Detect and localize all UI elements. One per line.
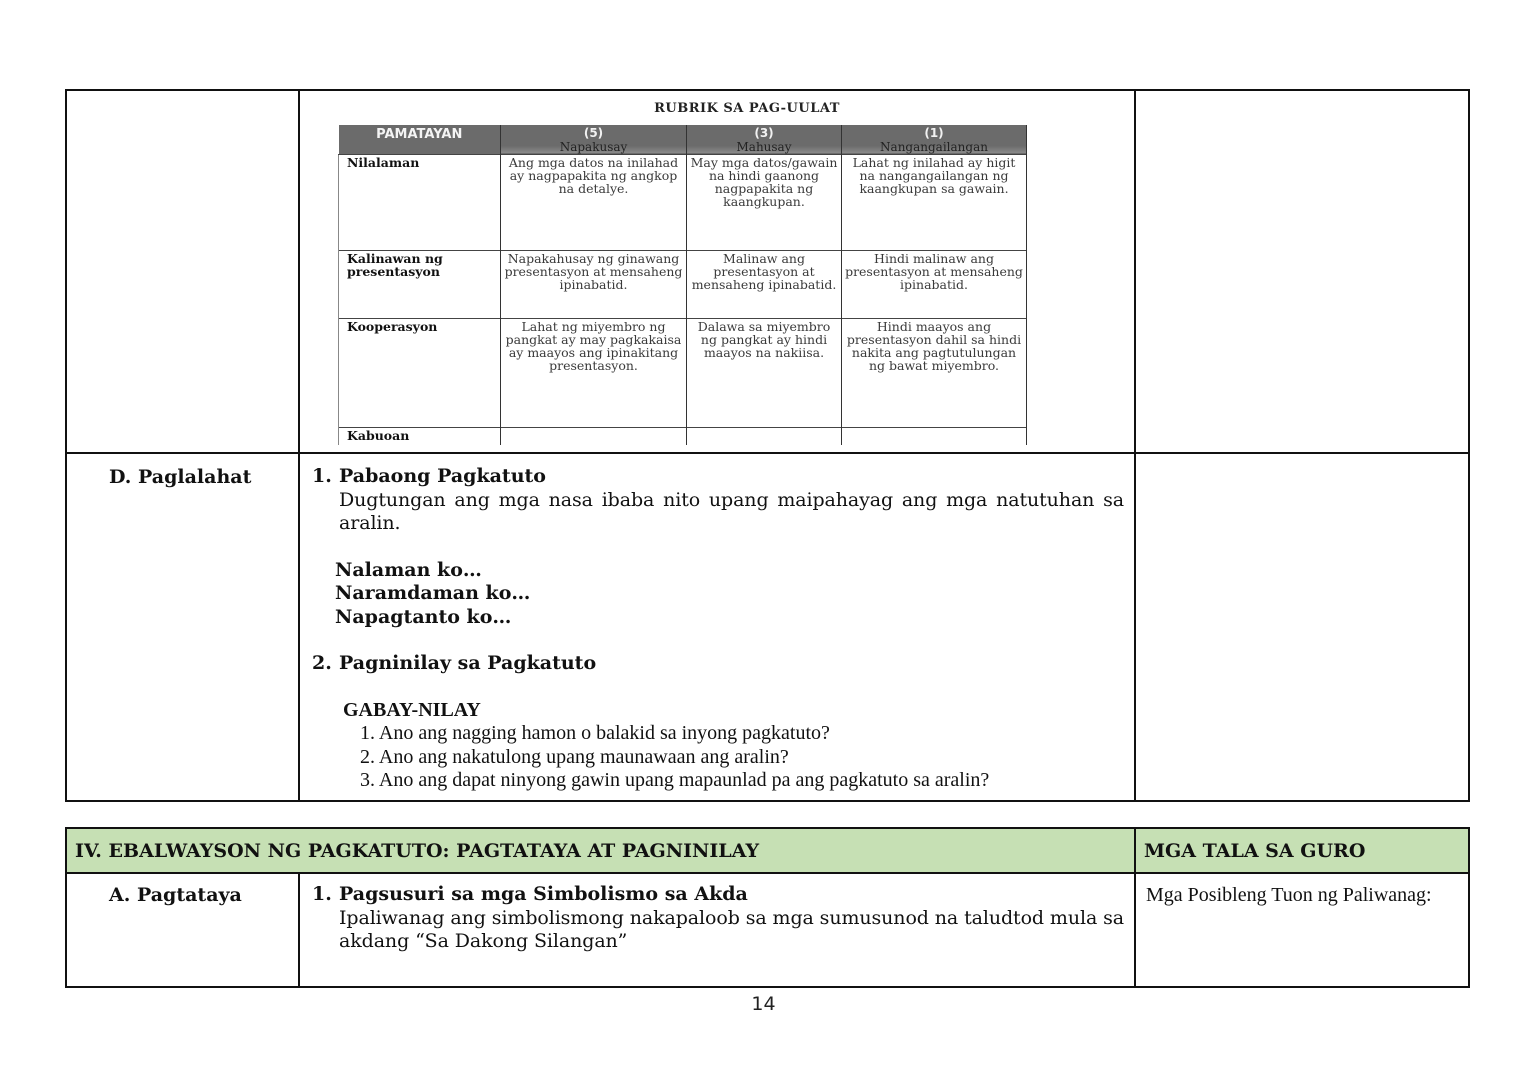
lesson-table-continued xyxy=(65,89,1470,802)
gabay-title: GABAY-NILAY xyxy=(343,698,481,721)
gabay-questions xyxy=(343,722,1124,793)
gabay-question: 2. Ano ang nakatulong upang maunawaan ang aralin? xyxy=(360,745,789,768)
page-number: 14 xyxy=(751,993,776,1015)
rubric-score1 xyxy=(842,427,1027,445)
rubric-criterion: Kooperasyon xyxy=(339,318,501,427)
rubric-score5 xyxy=(501,427,687,445)
rubric-table xyxy=(338,125,1027,445)
item-heading: 1. Pabaong Pagkatuto xyxy=(312,465,546,487)
rubric-score3: Dalawa sa miyembro ng pangkat ay hindi maayos na nakiisa. xyxy=(687,318,842,427)
teacher-notes: Mga Posibleng Tuon ng Paliwanag: xyxy=(1135,873,1469,987)
rubric-score1: Hindi malinaw ang presentasyon at mensaheng ipinabatid. xyxy=(842,250,1027,318)
rubric-row-kalinawan xyxy=(339,250,1027,318)
paglalahat-row xyxy=(66,453,1469,801)
rubric-score5: Napakahusay ng ginawang presentasyon at mensaheng ipinabatid. xyxy=(501,250,687,318)
prompt-napagtanto: Napagtanto ko… xyxy=(335,605,512,628)
section-header: IV. EBALWAYSON NG PAGKATUTO: PAGTATAYA AT PAGNINILAY xyxy=(66,828,1135,873)
gabay-question: 1. Ano ang nagging hamon o balakid sa inyong pagkatuto? xyxy=(360,722,830,744)
evaluation-header-row xyxy=(66,828,1469,873)
rubric-score5: Lahat ng miyembro ng pangkat ay may pagkakaisa ay maayos ang ipinakitang presentasyon. xyxy=(501,318,687,427)
rubric-score1: Lahat ng inilahad ay higit na nangangailangan ng kaangkupan sa gawain. xyxy=(842,154,1027,250)
rubric-header-row xyxy=(339,125,1027,154)
gabay-nilay xyxy=(312,699,1124,793)
empty-notes-cell xyxy=(1135,453,1469,801)
empty-label-cell xyxy=(66,90,299,453)
item-heading: 1. Pagsusuri sa mga Simbolismo sa Akda xyxy=(312,883,748,905)
rubric-header-score3: (3) Mahusay xyxy=(687,125,842,154)
gabay-question: 3. Ano ang dapat ninyong gawin upang mapaunlad pa ang pagkatuto sa aralin? xyxy=(360,769,990,791)
pagtataya-content xyxy=(299,873,1135,987)
item-description: Ipaliwanag ang simbolismong nakapaloob sa mga sumusunod na taludtod mula sa akdang “Sa Dakong Silangan” xyxy=(339,906,1125,952)
rubric-score5: Ang mga datos na inilahad ay nagpapakita ng angkop na detalye. xyxy=(501,154,687,250)
section-label-pagtataya: A. Pagtataya xyxy=(66,873,299,987)
item-heading: 2. Pagninilay sa Pagkatuto xyxy=(312,652,597,674)
rubric-row-kabuoan xyxy=(339,427,1027,445)
prompt-naramdaman: Naramdaman ko… xyxy=(335,582,531,604)
rubric-score1: Hindi maayos ang presentasyon dahil sa hindi nakita ang pagtutulungan ng bawat miyembro. xyxy=(842,318,1027,427)
section-label-paglalahat: D. Paglalahat xyxy=(66,453,299,801)
rubric-row-nilalaman xyxy=(339,154,1027,250)
rubric-criterion: Nilalaman xyxy=(339,154,501,250)
rubric-cell xyxy=(299,90,1135,453)
evaluation-table xyxy=(65,827,1470,988)
paglalahat-content xyxy=(299,453,1135,801)
rubric-title: RUBRIK SA PAG-UULAT xyxy=(654,101,840,116)
empty-notes-cell xyxy=(1135,90,1469,453)
rubric-score3: Malinaw ang presentasyon at mensaheng ipinabatid. xyxy=(687,250,842,318)
rubric-score3 xyxy=(687,427,842,445)
rubric-score3: May mga datos/gawain na hindi gaanong nagpapakita ng kaangkupan. xyxy=(687,154,842,250)
rubric-header-score1: (1) Nangangailangan xyxy=(842,125,1027,154)
rubric-criterion: Kabuoan xyxy=(339,427,501,445)
item-description: Dugtungan ang mga nasa ibaba nito upang maipahayag ang mga natutuhan sa aralin. xyxy=(339,488,1124,534)
prompt-nalaman: Nalaman ko… xyxy=(335,558,482,581)
rubric-header-pamatayan: PAMATAYAN xyxy=(339,125,501,154)
rubric-row xyxy=(66,90,1469,453)
rubric-criterion: Kalinawan ng presentasyon xyxy=(339,250,501,318)
rubric-header-score5: (5) Napakusay xyxy=(501,125,687,154)
pagtataya-row xyxy=(66,873,1469,987)
rubric-row-kooperasyon xyxy=(339,318,1027,427)
reflection-prompts xyxy=(312,559,1124,630)
notes-header: MGA TALA SA GURO xyxy=(1135,828,1469,873)
